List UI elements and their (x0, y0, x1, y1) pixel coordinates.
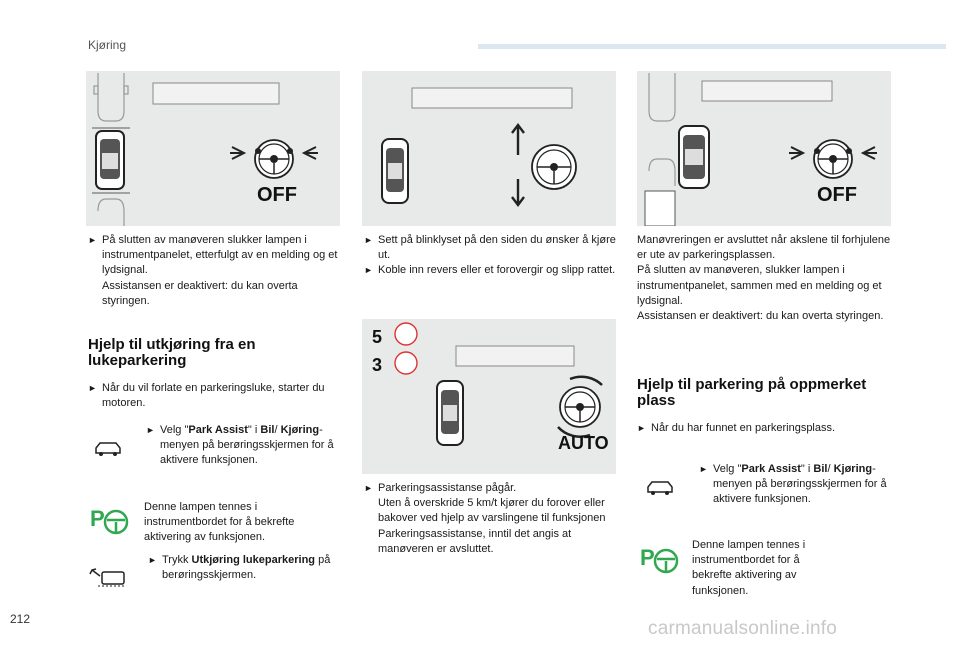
menu-name: Park Assist (741, 463, 801, 475)
figure-park-off (637, 71, 891, 226)
svg-text:P: P (640, 545, 655, 570)
text: -menyen på berøringsskjermen for å aktivere funksjonen. (713, 463, 887, 506)
exit-parking-icon (88, 565, 128, 589)
bullet-text: Sett på blinklyset på den siden du ønsker å kjøre ut. (378, 234, 616, 262)
off-label: OFF (817, 184, 857, 206)
col3-block-1 (637, 233, 891, 324)
bullet-text: Når du har funnet en parkeringsplass. (651, 422, 836, 434)
bullet-item (637, 421, 891, 436)
bullet-marker: ► (364, 483, 373, 493)
bullet-marker: ► (699, 464, 708, 474)
car-icon (90, 437, 126, 461)
watermark: carmanualsonline.info (648, 618, 838, 639)
bullet-item (88, 233, 342, 279)
menu-name: Kjøring (280, 424, 320, 436)
col3-block-2 (637, 421, 891, 436)
text: Velg " (160, 424, 189, 436)
section-heading: Hjelp til parkering på oppmerket plass (637, 376, 867, 409)
lamp-description: Denne lampen tennes i instrumentbordet for å bekrefte aktivering av funksjonen. (144, 501, 295, 544)
paragraph: Manøvreringen er avsluttet når akslene til forhjulene er ute av parkeringsplassen. (637, 234, 891, 262)
bullet-marker: ► (364, 235, 373, 245)
bullet-text: Koble inn revers eller et forovergir og slipp rattet. (378, 264, 616, 277)
text: / (827, 463, 834, 475)
bullet-marker: ► (637, 423, 646, 433)
bullet-text: Parkeringsassistanse pågår. (378, 482, 517, 494)
bullet-text: Når du vil forlate en parkeringsluke, starter du motoren. (102, 382, 325, 410)
paragraph: Assistansen er deaktivert: du kan overta styringen. (637, 310, 884, 323)
section-heading: Hjelp til utkjøring fra en lukeparkering (88, 336, 256, 369)
velg-instruction (146, 423, 342, 469)
lamp-description: Denne lampen tennes i instrumentbordet for å bekrefte aktivering av funksjonen. (692, 539, 806, 597)
auto-label: AUTO (558, 433, 609, 453)
trykk-instruction (148, 553, 342, 583)
text: -menyen på berøringsskjermen for å aktivere funksjonen. (160, 424, 334, 467)
bullet-marker: ► (364, 265, 373, 276)
col2-block-1 (364, 233, 616, 279)
bullet-marker: ► (88, 383, 97, 393)
bullet-item (364, 233, 616, 263)
menu-name: Bil (260, 424, 275, 436)
bullet-marker: ► (148, 555, 157, 565)
text: Trykk (162, 554, 192, 566)
col1-block-1 (88, 233, 342, 309)
paragraph: Uten å overskride 5 km/t kjører du forover eller bakover ved hjelp av varslingene til funksjonen Parkeringsassistanse, inntil det angis at manøveren er avsluttet. (378, 497, 606, 555)
text: Velg " (713, 463, 742, 475)
text: " i (247, 424, 261, 436)
figure-auto-steer (362, 319, 616, 474)
section-label: Kjøring (88, 38, 127, 52)
svg-text:P: P (90, 506, 105, 531)
paragraph: Assistansen er deaktivert: du kan overta styringen. (102, 279, 298, 307)
car-icon (642, 476, 678, 500)
step-5-label: 5 (372, 327, 383, 347)
col2-block-2 (364, 481, 616, 557)
header-bar (478, 44, 946, 49)
bullet-item (88, 381, 342, 411)
paragraph: På slutten av manøveren, slukker lampen i instrumentpanelet, sammen med en melding og et lydsignal. (637, 264, 882, 307)
menu-name: Kjøring (833, 463, 873, 475)
bullet-marker: ► (146, 425, 155, 435)
text: / (274, 424, 281, 436)
col1-block-2 (88, 381, 342, 411)
park-assist-lamp-icon (640, 543, 680, 575)
text: på berøringsskjermen. (162, 554, 331, 582)
page-number: 212 (10, 612, 31, 626)
off-label: OFF (257, 184, 297, 206)
bullet-marker: ► (88, 235, 97, 245)
bullet-item (364, 481, 616, 496)
figure-exit-off (86, 71, 340, 226)
velg-instruction (699, 462, 895, 508)
text: " i (800, 463, 814, 475)
menu-name: Utkjøring lukeparkering (191, 554, 316, 566)
figure-signal-steer (362, 71, 616, 226)
menu-name: Park Assist (188, 424, 248, 436)
park-assist-lamp-icon (90, 504, 130, 536)
step-3-label: 3 (372, 355, 383, 375)
bullet-item (364, 263, 616, 278)
menu-name: Bil (813, 463, 828, 475)
bullet-text: På slutten av manøveren slukker lampen i instrumentpanelet, etterfulgt av en melding og et lydsignal. (102, 234, 338, 277)
